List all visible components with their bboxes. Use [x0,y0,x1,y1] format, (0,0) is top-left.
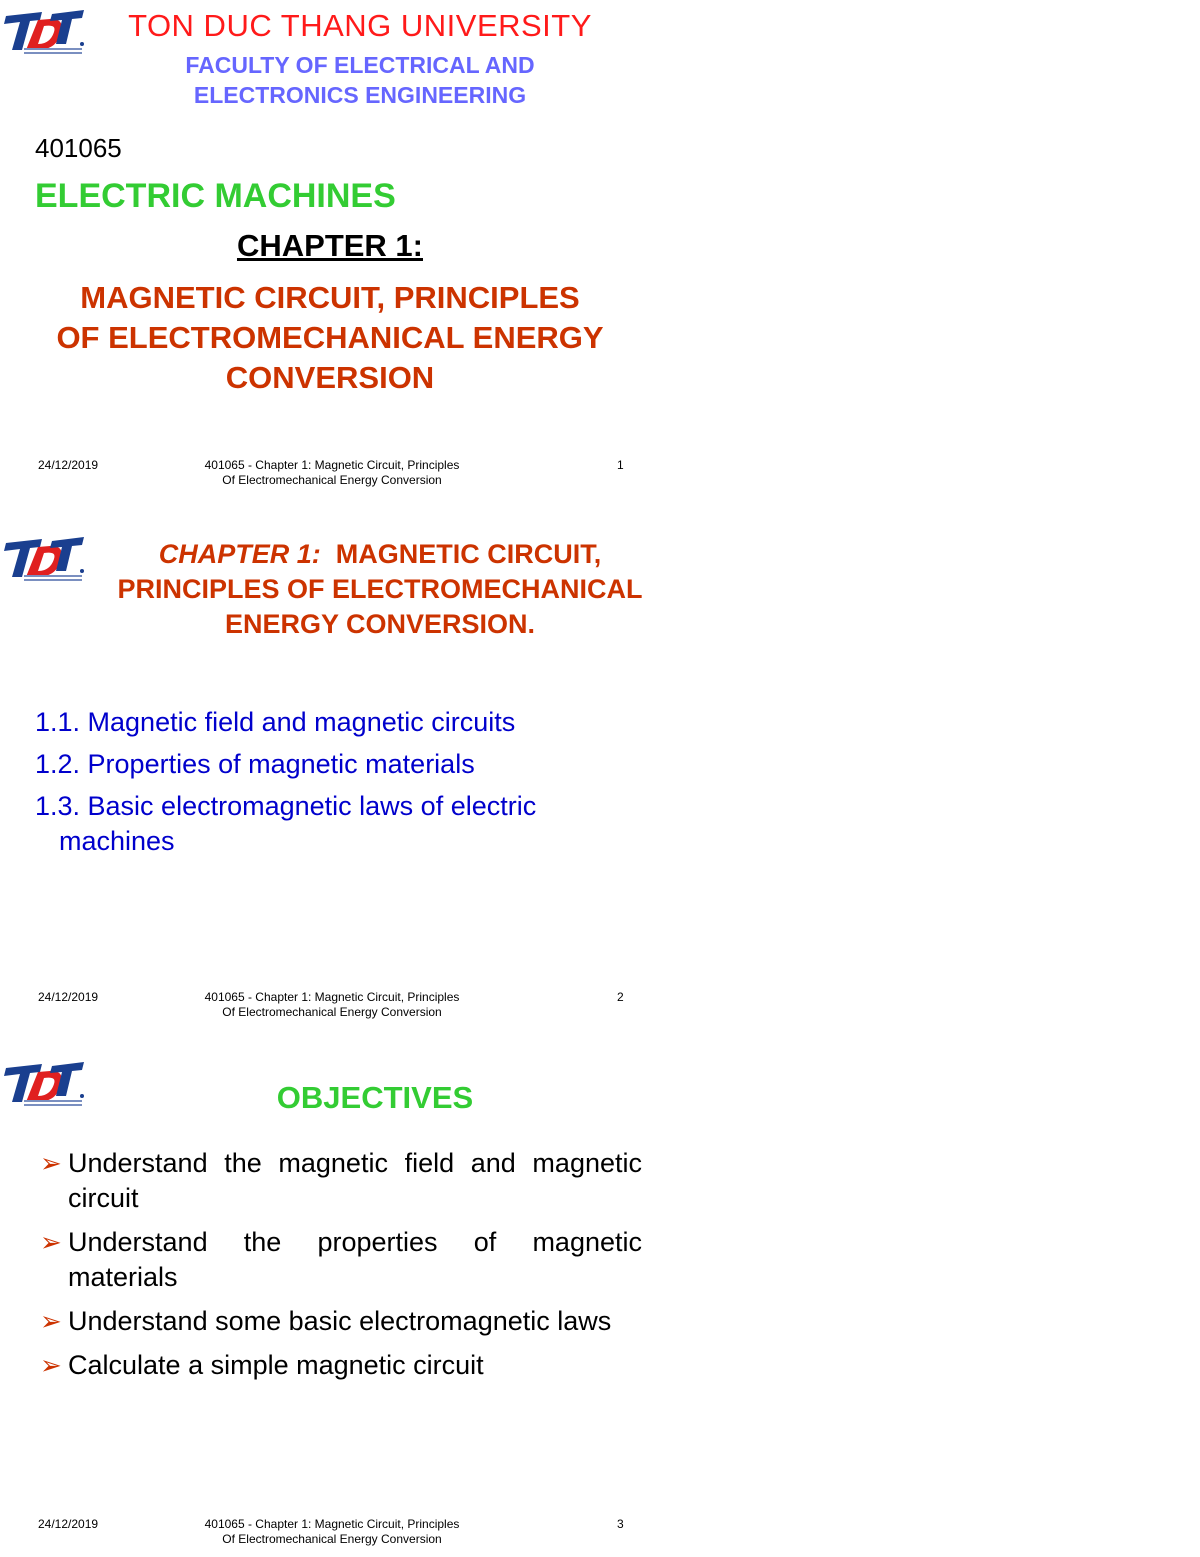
footer-caption [182,990,482,1020]
toc-item: 1.3. Basic electromagnetic laws of electric machines [35,791,537,856]
faculty-name [60,50,660,110]
objective-text: Understand some basic electromagnetic laws [68,1306,612,1336]
arrow-bullet-icon: ➢ [40,1306,62,1336]
objectives-title: OBJECTIVES [276,1080,474,1115]
footer-line-1: 401065 - Chapter 1: Magnetic Circuit, Principles [204,990,460,1004]
objective-text: Understand the properties of magnetic materials [68,1227,642,1292]
tdt-logo-icon [2,4,86,56]
slide-2-title [80,537,680,642]
objective-item [40,1146,642,1216]
footer-date: 24/12/2019 [38,990,99,1004]
faculty-line-2: ELECTRONICS ENGINEERING [193,82,527,108]
footer-line-1: 401065 - Chapter 1: Magnetic Circuit, Principles [204,458,460,472]
objective-item [40,1304,642,1339]
chapter-prefix: CHAPTER 1: [158,539,321,569]
tdt-logo-icon [2,531,86,583]
chapter-title-line-3: CONVERSION [225,360,435,395]
course-name: ELECTRIC MACHINES [35,177,396,215]
slide-3 [0,1050,680,1550]
slide-1 [0,0,680,500]
slide-2 [0,525,680,1025]
slide-footer [0,990,680,1030]
chapter-title-line-1: MAGNETIC CIRCUIT, PRINCIPLES [80,280,580,315]
title-line-1-text: MAGNETIC CIRCUIT, [335,539,602,569]
tdt-logo-icon [2,1056,86,1108]
faculty-line-1: FACULTY OF ELECTRICAL AND [185,52,535,78]
arrow-bullet-icon: ➢ [40,1350,62,1380]
footer-date: 24/12/2019 [38,1517,99,1531]
course-code: 401065 [35,133,122,163]
footer-line-2: Of Electromechanical Energy Conversion [222,1532,442,1546]
slide-2-title-line-3: ENERGY CONVERSION. [224,609,536,639]
objective-text: Understand the magnetic field and magnetic circuit [68,1148,642,1213]
chapter-label: CHAPTER 1: [236,228,423,263]
footer-caption [182,458,482,488]
slide-2-title-line-1 [80,537,680,572]
slide-footer [0,1517,680,1557]
arrow-bullet-icon: ➢ [40,1227,62,1257]
chapter-title-line-2: OF ELECTROMECHANICAL ENERGY [56,320,604,355]
footer-page-number: 3 [617,1517,624,1531]
footer-page-number: 1 [617,458,624,472]
footer-line-2: Of Electromechanical Energy Conversion [222,473,442,487]
footer-page-number: 2 [617,990,624,1004]
objective-item [40,1225,642,1295]
slide-2-title-line-2: PRINCIPLES OF ELECTROMECHANICAL [117,574,643,604]
slide-footer [0,458,680,498]
objective-item [40,1348,642,1383]
footer-line-1: 401065 - Chapter 1: Magnetic Circuit, Principles [204,1517,460,1531]
objective-text: Calculate a simple magnetic circuit [68,1350,484,1380]
objectives-list [40,1146,642,1392]
table-of-contents [35,705,635,866]
arrow-bullet-icon: ➢ [40,1148,62,1178]
chapter-title [20,278,640,398]
toc-item: 1.2. Properties of magnetic materials [35,749,475,779]
university-name: TON DUC THANG UNIVERSITY [128,8,592,43]
footer-caption [182,1517,482,1547]
footer-line-2: Of Electromechanical Energy Conversion [222,1005,442,1019]
footer-date: 24/12/2019 [38,458,99,472]
toc-item: 1.1. Magnetic field and magnetic circuits [35,707,516,737]
